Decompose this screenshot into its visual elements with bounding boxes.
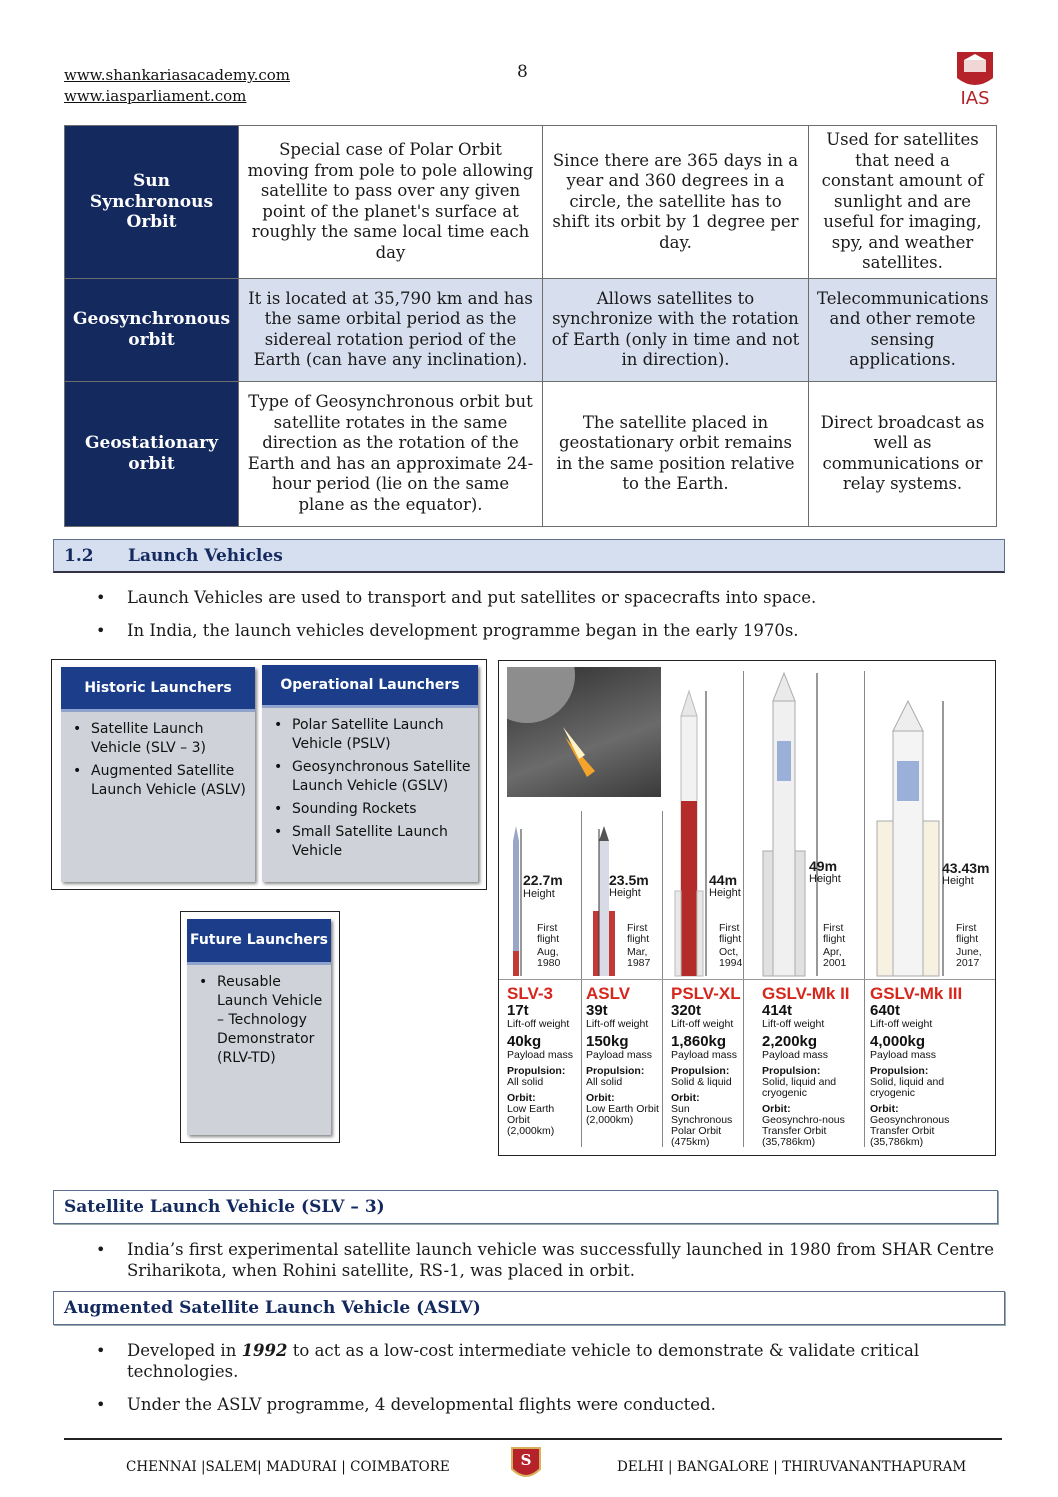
orbit-use: Used for satellites that need a constant amount of sunlight and are useful for imaging, spy, and weather satellites. <box>809 126 997 279</box>
section-heading-slv3 <box>53 1190 998 1224</box>
pslv-height: 44m <box>709 872 738 888</box>
liftoff-weight: 640t <box>870 1002 901 1019</box>
orbit: Low Earth Orbit (2,000km) <box>586 1103 659 1126</box>
orbit-feature: Since there are 365 days in a year and 360 degrees in a circle, the satellite has to shift its orbit by 1 degree per day. <box>543 126 809 279</box>
pslv-rocket-icon <box>675 691 703 976</box>
aslv-first-flight-label: First flight <box>627 922 650 945</box>
propulsion: Solid & liquid <box>671 1076 732 1088</box>
aslv-stats <box>586 985 660 1126</box>
liftoff-label: Lift-off weight <box>762 1018 825 1030</box>
launch-vehicles-bullets <box>64 587 994 653</box>
propulsion: All solid <box>507 1076 544 1088</box>
footer-logo-letter: S <box>520 1451 532 1469</box>
ias-logo <box>952 48 998 114</box>
list-item: • Launch Vehicles are used to transport and put satellites or spacecrafts into space. <box>64 587 994 608</box>
payload-label: Payload mass <box>671 1049 737 1061</box>
propulsion-label: Propulsion: <box>507 1065 566 1077</box>
rocket-name: ASLV <box>586 984 631 1003</box>
orbit-name: Geostationary orbit <box>65 381 239 526</box>
orbit-name: Geosynchronous orbit <box>65 278 239 381</box>
orbit: Geosynchronous Transfer Orbit (35,786km) <box>870 1114 950 1148</box>
future-launchers-title: Future Launchers <box>187 919 331 965</box>
gslv-mk3-stats <box>870 985 988 1148</box>
footer-logo <box>509 1445 543 1485</box>
gslv-mk2-first-flight-label: First flight <box>823 922 846 945</box>
operational-launchers-title: Operational Launchers <box>262 665 478 708</box>
rocket-name: GSLV-Mk III <box>870 984 963 1003</box>
orbit: Sun Synchronous Polar Orbit (475km) <box>671 1103 733 1148</box>
list-item: • Under the ASLV programme, 4 developmental flights were conducted. <box>64 1394 994 1415</box>
payload-label: Payload mass <box>762 1049 828 1061</box>
orbit-label: Orbit: <box>671 1092 700 1104</box>
propulsion: Solid, liquid and cryogenic <box>870 1076 945 1099</box>
list-item: • Reusable Launch Vehicle – Technology Demonstrator (RLV-TD) <box>197 973 325 1068</box>
gslv-mk2-stats <box>762 985 858 1148</box>
section-heading-aslv <box>53 1291 1005 1325</box>
section-heading-launch-vehicles <box>53 539 1005 573</box>
aslv-year: 1992 <box>241 1341 288 1360</box>
orbit-label: Orbit: <box>507 1092 536 1104</box>
operational-launchers-list <box>262 708 478 861</box>
liftoff-weight: 320t <box>671 1002 702 1019</box>
liftoff-label: Lift-off weight <box>870 1018 933 1030</box>
historic-launchers-title: Historic Launchers <box>61 667 255 712</box>
list-item: • Polar Satellite Launch Vehicle (PSLV) <box>272 716 472 754</box>
orbit: Low Earth Orbit (2,000km) <box>507 1103 555 1137</box>
slv3-first-flight: Aug, 1980 <box>537 946 561 969</box>
gslv-mk2-height-label: Height <box>809 873 841 885</box>
gslv-mk3-height-label: Height <box>942 875 974 887</box>
rocket-name: SLV-3 <box>507 984 553 1003</box>
slv3-height: 22.7m <box>523 872 563 888</box>
payload-mass: 2,200kg <box>762 1033 818 1050</box>
payload-label: Payload mass <box>507 1049 573 1061</box>
page-number: 8 <box>517 62 528 82</box>
propulsion: All solid <box>586 1076 623 1088</box>
liftoff-label: Lift-off weight <box>671 1018 734 1030</box>
orbit-description: Special case of Polar Orbit moving from pole to pole allowing satellite to pass over any given point of the planet's surface at roughly the same local time each day <box>239 126 543 279</box>
rocket-name: GSLV-Mk II <box>762 984 850 1003</box>
pslv-height-label: Height <box>709 887 741 899</box>
future-launchers-list <box>187 965 331 1068</box>
aslv-bullets <box>64 1340 994 1427</box>
list-item <box>64 1340 994 1382</box>
propulsion-label: Propulsion: <box>870 1065 929 1077</box>
gslv-mk3-first-flight-label: First flight <box>956 922 979 945</box>
list-item: • Small Satellite Launch Vehicle <box>272 823 472 861</box>
aslv-bullet-pre: Developed in <box>127 1341 242 1360</box>
payload-mass: 1,860kg <box>671 1033 727 1050</box>
historic-launchers-box <box>61 667 255 882</box>
ias-logo-text: IAS <box>960 88 990 109</box>
orbit-name: Sun Synchronous Orbit <box>65 126 239 279</box>
footer-cities-right: DELHI | BANGALORE | THIRUVANANTHAPURAM <box>617 1459 967 1475</box>
orbit-label: Orbit: <box>762 1103 791 1115</box>
future-launchers-box <box>187 919 331 1135</box>
aslv-bullet-post: to act as a low-cost intermediate vehicle to demonstrate & validate critical technologies. <box>127 1341 920 1381</box>
liftoff-label: Lift-off weight <box>507 1018 570 1030</box>
header-link-shankar[interactable]: www.shankariasacademy.com <box>64 66 291 84</box>
aslv-rocket-icon <box>593 826 615 976</box>
list-item: • Augmented Satellite Launch Vehicle (ASLV) <box>71 762 249 800</box>
aslv-height-label: Height <box>609 887 641 899</box>
slv3-first-flight-label: First flight <box>537 922 560 945</box>
table-row <box>65 381 997 526</box>
list-item: • In India, the launch vehicles development programme began in the early 1970s. <box>64 620 994 641</box>
pslv-first-flight-label: First flight <box>719 922 742 945</box>
operational-launchers-box <box>262 665 478 882</box>
orbit-use: Direct broadcast as well as communications or relay systems. <box>809 381 997 526</box>
list-item: • Geosynchronous Satellite Launch Vehicle (GSLV) <box>272 758 472 796</box>
payload-label: Payload mass <box>870 1049 936 1061</box>
aslv-first-flight: Mar, 1987 <box>627 946 651 969</box>
propulsion-label: Propulsion: <box>586 1065 645 1077</box>
payload-label: Payload mass <box>586 1049 652 1061</box>
rocket-infographic <box>498 660 996 1156</box>
orbit-feature: The satellite placed in geostationary orbit remains in the same position relative to the Earth. <box>543 381 809 526</box>
payload-mass: 4,000kg <box>870 1033 926 1050</box>
list-item: • Sounding Rockets <box>272 800 472 819</box>
propulsion-label: Propulsion: <box>671 1065 730 1077</box>
aslv-height: 23.5m <box>609 872 649 888</box>
gslv-mk3-first-flight: June, 2017 <box>956 946 982 969</box>
slv3-height-label: Height <box>523 888 555 900</box>
slv3-rocket-icon <box>513 826 519 976</box>
gslv-mk2-height: 49m <box>809 858 838 874</box>
slv3-stats <box>507 985 579 1137</box>
propulsion-label: Propulsion: <box>762 1065 821 1077</box>
gslv-mk3-height: 43.43m <box>942 860 990 876</box>
gslv-mk2-rocket-icon <box>763 673 805 976</box>
section-title: Launch Vehicles <box>128 546 283 566</box>
orbit-label: Orbit: <box>586 1092 615 1104</box>
list-item: • India’s first experimental satellite launch vehicle was successfully launched in 1980 from SHAR Centre Sriharikota, when Rohini satellite, RS-1, was placed in orbit. <box>64 1239 994 1281</box>
rocket-name: PSLV-XL <box>671 984 741 1003</box>
orbit-description: It is located at 35,790 km and has the same orbital period as the sidereal rotation period of the Earth (can have any inclination). <box>239 278 543 381</box>
section-title: Augmented Satellite Launch Vehicle (ASLV) <box>64 1298 481 1318</box>
table-row <box>65 278 997 381</box>
payload-mass: 40kg <box>507 1033 542 1050</box>
historic-launchers-list <box>61 712 255 800</box>
payload-mass: 150kg <box>586 1033 629 1050</box>
slv3-bullets <box>64 1239 994 1293</box>
propulsion: Solid, liquid and cryogenic <box>762 1076 837 1099</box>
orbit-label: Orbit: <box>870 1103 899 1115</box>
header-link-iasparliament[interactable]: www.iasparliament.com <box>64 87 247 105</box>
table-row <box>65 126 997 279</box>
section-title: Satellite Launch Vehicle (SLV – 3) <box>64 1197 385 1217</box>
orbit-use: Telecommunications and other remote sensing applications. <box>809 278 997 381</box>
orbit-description: Type of Geosynchronous orbit but satellite rotates in the same direction as the rotation of the Earth and has an approximate 24-hour period (lie on the same plane as the equator). <box>239 381 543 526</box>
orbit-table <box>64 125 997 527</box>
section-number: 1.2 <box>64 546 94 566</box>
list-item: • Satellite Launch Vehicle (SLV – 3) <box>71 720 249 758</box>
gslv-mk2-first-flight: Apr, 2001 <box>823 946 847 969</box>
footer-cities-left: CHENNAI |SALEM| MADURAI | COIMBATORE <box>126 1459 450 1475</box>
liftoff-label: Lift-off weight <box>586 1018 649 1030</box>
footer-divider <box>64 1438 1002 1440</box>
gslv-mk3-rocket-icon <box>877 701 939 976</box>
orbit: Geosynchro-nous Transfer Orbit (35,786km) <box>762 1114 845 1148</box>
liftoff-weight: 17t <box>507 1002 529 1019</box>
orbit-feature: Allows satellites to synchronize with the rotation of Earth (only in time and not in direction). <box>543 278 809 381</box>
pslv-stats <box>671 985 749 1148</box>
liftoff-weight: 414t <box>762 1002 793 1019</box>
pslv-first-flight: Oct, 1994 <box>719 946 743 969</box>
liftoff-weight: 39t <box>586 1002 608 1019</box>
